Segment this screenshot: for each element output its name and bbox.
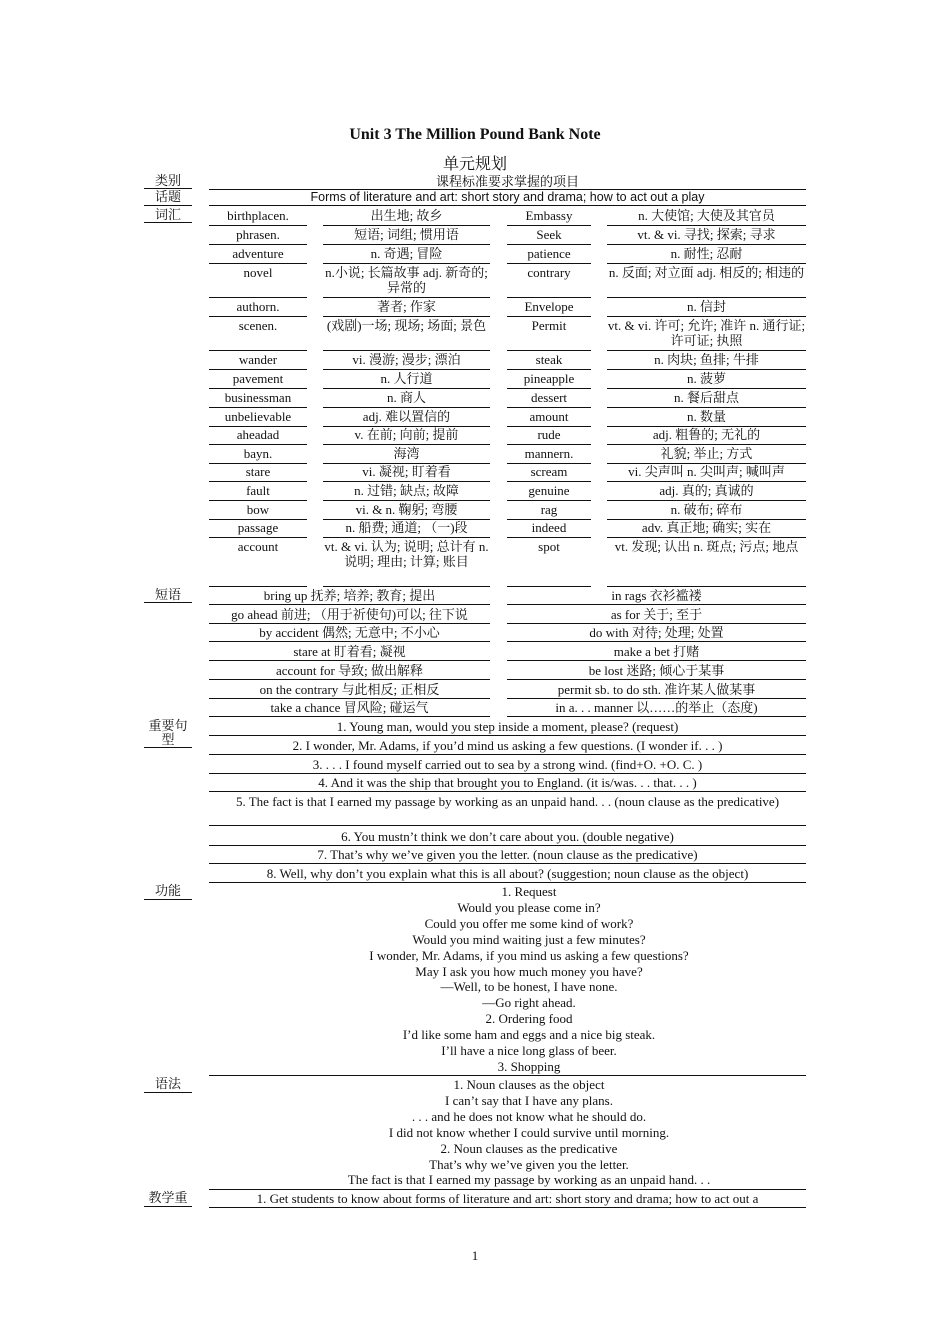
- vocab-cell: wander: [238, 352, 278, 367]
- vocab-cell-underline: [607, 586, 806, 587]
- function-line: Would you please come in?: [457, 899, 601, 915]
- vocab-cell: vi. 漫游; 漫步; 漂泊: [352, 352, 461, 367]
- phrases-label-underline: [144, 602, 192, 603]
- vocab-cell-underline: [507, 537, 591, 538]
- grammar-label-underline: [144, 1092, 192, 1093]
- teaching-text: 1. Get students to know about forms of literature and art: short story and drama; how to act out a: [256, 1191, 759, 1206]
- vocab-cell-underline: [607, 225, 806, 226]
- phrase-cell-underline: [507, 679, 806, 680]
- vocab-cell: phrasen.: [236, 227, 280, 242]
- vocab-cell: bow: [246, 502, 270, 517]
- vocab-cell-underline: [209, 537, 307, 538]
- function-line: —Well, to be honest, I have none.: [440, 979, 618, 995]
- vocab-cell-underline: [323, 369, 490, 370]
- vocab-cell-underline: [209, 225, 307, 226]
- page-subtitle: 单元规划: [442, 156, 507, 173]
- vocab-cell: vt. & vi. 认为; 说明; 总计有 n. 说明; 理由; 计算; 账目: [324, 539, 489, 569]
- function-line: 3. Shopping: [497, 1058, 561, 1074]
- vocab-cell: pineapple: [523, 371, 575, 386]
- vocab-cell: Seek: [536, 227, 562, 242]
- vocab-cell: pavement: [232, 371, 284, 386]
- vocab-cell: n. 大使馆; 大使及其官员: [638, 208, 775, 223]
- function-line: Could you offer me some kind of work?: [424, 915, 634, 931]
- vocab-cell-underline: [507, 444, 591, 445]
- vocab-cell-underline: [209, 369, 307, 370]
- vocab-cell-underline: [607, 500, 806, 501]
- phrase-cell-underline: [507, 641, 806, 642]
- sentence-row: 5. The fact is that I earned my passage by working as an unpaid hand. . . (noun clause as the predicative): [235, 794, 780, 809]
- vocab-cell-underline: [323, 586, 490, 587]
- phrase-cell: account for 导致; 做出解释: [276, 662, 423, 678]
- vocab-cell: account: [237, 539, 279, 554]
- function-line: —Go right ahead.: [482, 995, 576, 1011]
- vocab-cell: scream: [530, 464, 568, 479]
- vocab-cell: scenen.: [238, 318, 278, 333]
- vocab-cell: Embassy: [525, 208, 573, 223]
- vocab-cell: n. 人行道: [380, 371, 433, 386]
- vocab-cell-underline: [507, 350, 591, 351]
- vocab-cell-underline: [323, 297, 490, 298]
- sentence-row: 7. That’s why we’ve given you the letter. (noun clause as the predicative): [317, 847, 698, 862]
- vocab-cell-underline: [323, 350, 490, 351]
- functions-label-underline: [144, 899, 192, 900]
- functions-rule: [209, 1075, 806, 1076]
- vocab-cell: adv. 真正地; 确实; 实在: [641, 520, 772, 535]
- vocab-cell-underline: [209, 500, 307, 501]
- phrase-cell-underline: [507, 604, 806, 605]
- vocab-cell-underline: [607, 481, 806, 482]
- vocab-cell: 礼貌; 举止; 方式: [660, 446, 753, 461]
- phrase-cell-underline: [209, 716, 490, 717]
- phrase-cell-underline: [209, 679, 490, 680]
- phrase-cell: bring up 抚养; 培养; 教育; 提出: [263, 588, 436, 603]
- vocab-cell-underline: [323, 537, 490, 538]
- vocab-cell: vt. & vi. 许可; 允许; 准许 n. 通行证; 许可证; 执照: [607, 318, 806, 348]
- phrase-cell: make a bet 打赌: [613, 644, 700, 660]
- vocab-cell: vt. 发现; 认出 n. 斑点; 污点; 地点: [614, 539, 799, 554]
- vocab-cell: novel: [243, 265, 273, 280]
- phrase-cell: stare at 盯着看; 凝视: [293, 644, 406, 660]
- vocab-cell-underline: [209, 388, 307, 389]
- vocab-cell-underline: [323, 388, 490, 389]
- phrase-cell-underline: [507, 660, 806, 661]
- vocab-cell: n. 商人: [386, 390, 426, 405]
- vocab-cell-underline: [209, 586, 307, 587]
- vocab-cell-underline: [507, 481, 591, 482]
- vocab-cell-underline: [607, 350, 806, 351]
- vocab-cell: rag: [540, 502, 558, 517]
- phrase-cell-underline: [209, 641, 490, 642]
- grammar-rule: [209, 1189, 806, 1190]
- vocab-cell: vi. 凝视; 盯着看: [362, 464, 451, 479]
- phrase-cell-underline: [507, 716, 806, 717]
- vocab-cell-underline: [507, 369, 591, 370]
- grammar-line: The fact is that I earned my passage by working as an unpaid hand. . .: [347, 1172, 711, 1188]
- vocab-cell: adj. 真的; 真诚的: [659, 483, 754, 498]
- vocab-label-underline: [144, 222, 192, 223]
- vocab-cell: (戏剧)一场; 现场; 场面; 景色: [326, 318, 487, 333]
- vocab-cell: stare: [245, 464, 271, 479]
- vocab-cell: birthplacen.: [227, 208, 289, 223]
- vocab-cell: n.小说; 长篇故事 adj. 新奇的; 异常的: [325, 265, 488, 295]
- vocab-cell: n. 耐性; 忍耐: [670, 246, 743, 261]
- phrase-cell: by accident 偶然; 无意中; 不小心: [259, 625, 440, 641]
- sentence-row: 2. I wonder, Mr. Adams, if you’d mind us asking a few questions. (I wonder if. . . ): [292, 738, 723, 753]
- phrase-cell: on the contrary 与此相反; 正相反: [259, 681, 440, 697]
- sentence-row-underline: [209, 882, 806, 883]
- vocab-cell: n. 破布; 碎布: [670, 502, 743, 517]
- vocab-cell-underline: [507, 586, 591, 587]
- grammar-line: I can’t say that I have any plans.: [445, 1092, 613, 1108]
- vocab-cell: authorn.: [236, 299, 280, 314]
- teaching-label-underline: [144, 1206, 192, 1207]
- phrase-cell: in rags 衣衫褴褛: [611, 588, 702, 603]
- vocab-cell: Permit: [531, 318, 567, 333]
- vocab-cell: n. 肉块; 鱼排; 牛排: [654, 352, 759, 367]
- vocab-cell-underline: [507, 316, 591, 317]
- vocab-cell: mannern.: [524, 446, 574, 461]
- vocab-cell-underline: [323, 316, 490, 317]
- sentence-row-underline: [209, 791, 806, 792]
- topic-rule: [209, 205, 806, 206]
- vocab-cell-underline: [209, 444, 307, 445]
- phrase-cell: in a. . . manner 以……的举止（态度): [555, 700, 758, 716]
- functions-label: 功能: [154, 883, 181, 898]
- sentence-row: 6. You mustn’t think we don’t care about you. (double negative): [341, 829, 674, 844]
- vocab-cell-underline: [209, 297, 307, 298]
- vocab-cell: fault: [246, 483, 270, 498]
- vocab-cell-underline: [607, 297, 806, 298]
- vocab-cell: genuine: [528, 483, 570, 498]
- function-line: 1. Request: [501, 884, 557, 899]
- vocab-cell: adj. 难以置信的: [362, 409, 451, 424]
- vocab-cell: n. 反面; 对立面 adj. 相反的; 相违的: [608, 265, 805, 280]
- topic-label: 话题: [154, 189, 181, 204]
- vocab-cell-underline: [607, 444, 806, 445]
- vocab-cell: n. 过错; 缺点; 故障: [354, 483, 459, 498]
- vocab-cell: contrary: [527, 265, 571, 280]
- vocab-cell: Envelope: [524, 299, 574, 314]
- sentence-row: 1. Young man, would you step inside a moment, please? (request): [336, 719, 679, 734]
- grammar-line: I did not know whether I could survive until morning.: [388, 1124, 670, 1140]
- topic-text: Forms of literature and art: short story and drama; how to act out a play: [310, 190, 705, 204]
- vocab-cell-underline: [507, 263, 591, 264]
- function-line: I’d like some ham and eggs and a nice big steak.: [402, 1027, 656, 1043]
- sentence-row: 3. . . . I found myself carried out to sea by a strong wind. (find+O. +O. C. ): [312, 757, 703, 772]
- vocab-cell-underline: [607, 244, 806, 245]
- sentence-row-underline: [209, 863, 806, 864]
- vocab-cell-underline: [607, 407, 806, 408]
- function-line: I’ll have a nice long glass of beer.: [441, 1043, 617, 1058]
- vocab-cell-underline: [323, 407, 490, 408]
- sentences-label-line2: 型: [161, 732, 175, 747]
- vocab-cell-underline: [607, 263, 806, 264]
- vocab-cell-underline: [209, 350, 307, 351]
- phrase-cell-underline: [209, 623, 490, 624]
- vocab-label: 词汇: [154, 207, 181, 222]
- grammar-label: 语法: [154, 1076, 181, 1091]
- phrase-cell: take a chance 冒风险; 碰运气: [270, 700, 429, 716]
- phrase-cell-underline: [507, 698, 806, 699]
- sentences-label: [144, 719, 192, 747]
- vocab-cell: businessman: [224, 390, 292, 405]
- vocab-cell: aheadad: [236, 427, 280, 442]
- vocab-cell: n. 船费; 通道; （一)段: [345, 520, 468, 535]
- vocab-cell: n. 奇遇; 冒险: [370, 246, 443, 261]
- teaching-rule: [209, 1207, 806, 1208]
- vocab-cell-underline: [507, 407, 591, 408]
- vocab-cell-underline: [507, 500, 591, 501]
- phrase-cell: do with 对待; 处理; 处置: [589, 625, 724, 641]
- vocab-cell: n. 菠萝: [686, 371, 726, 386]
- vocab-cell: passage: [237, 520, 279, 535]
- vocab-cell-underline: [507, 225, 591, 226]
- topic-label-underline: [144, 205, 192, 206]
- sentence-row-underline: [209, 735, 806, 736]
- vocab-cell: 出生地; 故乡: [370, 208, 443, 223]
- vocab-cell: bayn.: [243, 446, 273, 461]
- vocab-cell: unbelievable: [224, 409, 292, 424]
- phrase-cell-underline: [209, 604, 490, 605]
- phrases-label: 短语: [154, 587, 181, 602]
- vocab-cell-underline: [607, 537, 806, 538]
- vocab-cell-underline: [209, 316, 307, 317]
- sentence-row-underline: [209, 825, 806, 826]
- function-line: Would you mind waiting just a few minutes?: [412, 931, 646, 947]
- vocab-cell-underline: [323, 263, 490, 264]
- vocab-cell: v. 在前; 向前; 提前: [354, 427, 459, 442]
- vocab-cell: n. 餐后甜点: [673, 390, 739, 405]
- vocab-cell: indeed: [531, 520, 567, 535]
- vocab-cell-underline: [323, 500, 490, 501]
- phrase-cell: be lost 迷路; 倾心于某事: [588, 662, 725, 678]
- vocab-cell: adventure: [232, 246, 284, 261]
- vocab-cell: 海湾: [393, 446, 420, 461]
- phrase-cell: as for 关于; 至于: [610, 606, 703, 622]
- sentence-row-underline: [209, 845, 806, 846]
- phrase-cell: go ahead 前进; （用于祈使句)可以; 往下说: [231, 606, 468, 622]
- vocab-cell: 短语; 词组; 惯用语: [354, 227, 459, 242]
- vocab-cell: rude: [537, 427, 561, 442]
- vocab-cell-underline: [323, 225, 490, 226]
- function-line: 2. Ordering food: [485, 1011, 573, 1027]
- page-title: Unit 3 The Million Pound Bank Note: [349, 126, 601, 143]
- sentence-row-underline: [209, 773, 806, 774]
- vocab-cell: vi. & n. 鞠躬; 弯腰: [355, 502, 458, 517]
- vocab-cell: spot: [538, 539, 560, 554]
- vocab-cell-underline: [607, 316, 806, 317]
- teaching-label: 教学重: [148, 1190, 188, 1205]
- phrase-cell-underline: [507, 623, 806, 624]
- vocab-cell-underline: [209, 263, 307, 264]
- vocab-cell: patience: [527, 246, 571, 261]
- vocab-cell-underline: [209, 244, 307, 245]
- vocab-cell: n. 数量: [686, 409, 726, 424]
- vocab-cell: vi. 尖声叫 n. 尖叫声; 喊叫声: [628, 464, 785, 479]
- grammar-line: . . . and he does not know what he should do.: [411, 1108, 647, 1124]
- vocab-cell-underline: [323, 481, 490, 482]
- function-line: May I ask you how much money you have?: [415, 963, 643, 979]
- vocab-cell: steak: [535, 352, 563, 367]
- vocab-cell-underline: [607, 369, 806, 370]
- page-number: 1: [471, 1248, 479, 1263]
- grammar-line: 1. Noun clauses as the object: [453, 1077, 605, 1092]
- phrase-cell-underline: [209, 698, 490, 699]
- vocab-cell: 著者; 作家: [377, 299, 436, 314]
- sentence-row: 8. Well, why don’t you explain what this is all about? (suggestion; noun clause as the object): [266, 866, 749, 881]
- sentence-row-underline: [209, 754, 806, 755]
- vocab-cell-underline: [323, 244, 490, 245]
- requirement-header: 课程标准要求掌握的项目: [435, 174, 579, 189]
- sentences-label-line1: 重要句: [148, 718, 188, 733]
- vocab-cell-underline: [323, 444, 490, 445]
- grammar-line: That’s why we’ve given you the letter.: [429, 1156, 629, 1172]
- vocab-cell: adj. 粗鲁的; 无礼的: [652, 427, 761, 442]
- vocab-cell: amount: [529, 409, 569, 424]
- sentences-label-underline: [144, 747, 192, 748]
- vocab-cell-underline: [507, 388, 591, 389]
- vocab-cell-underline: [209, 407, 307, 408]
- vocab-cell: dessert: [530, 390, 568, 405]
- grammar-line: 2. Noun clauses as the predicative: [440, 1140, 618, 1156]
- category-header: 类别: [154, 173, 181, 188]
- vocab-cell-underline: [209, 481, 307, 482]
- vocab-cell: vt. & vi. 寻找; 探索; 寻求: [637, 227, 776, 242]
- function-line: I wonder, Mr. Adams, if you mind us asking a few questions?: [369, 947, 689, 963]
- vocab-cell: n. 信封: [686, 299, 726, 314]
- vocab-cell-underline: [507, 297, 591, 298]
- sentence-row: 4. And it was the ship that brought you to England. (it is/was. . . that. . . ): [318, 775, 697, 790]
- vocab-cell-underline: [507, 244, 591, 245]
- phrase-cell: permit sb. to do sth. 准许某人做某事: [557, 681, 756, 697]
- vocab-cell-underline: [607, 388, 806, 389]
- phrase-cell-underline: [209, 660, 490, 661]
